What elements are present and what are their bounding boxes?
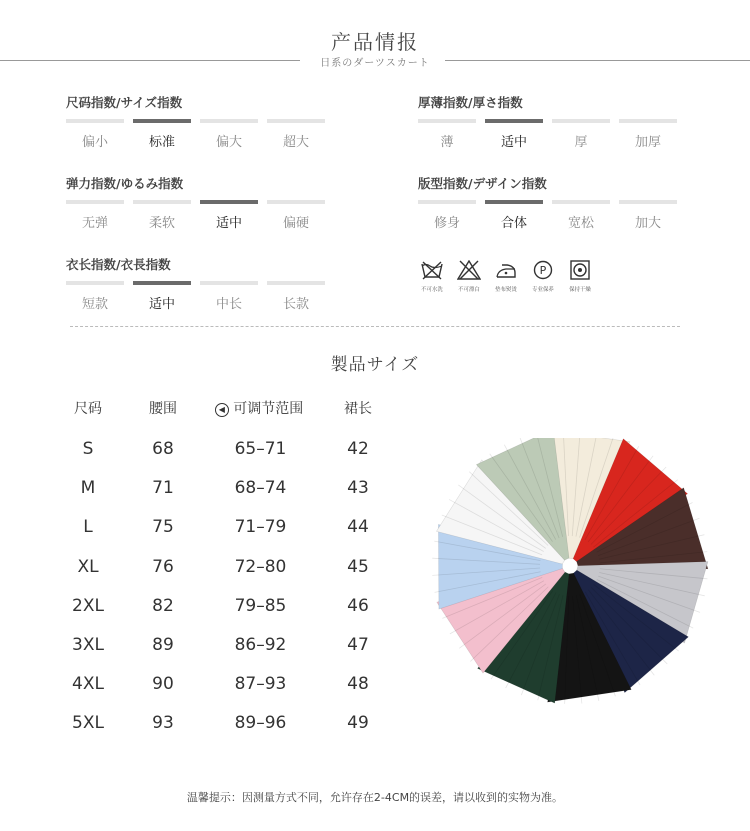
index-option (267, 119, 325, 150)
index-group-title: 衣长指数/衣長指数 (66, 257, 171, 272)
table-cell: 71–79 (234, 517, 287, 538)
index-group-title: 弹力指数/ゆるみ指数 (66, 176, 184, 191)
index-group-title: 版型指数/デザイン指数 (418, 176, 547, 191)
index-option (619, 119, 677, 150)
skirt-colors-image (430, 438, 720, 718)
table-cell: 4XL (72, 674, 104, 695)
index-bar (133, 119, 191, 123)
page-title: 产品情报 (331, 30, 419, 54)
index-option-label: 薄 (440, 135, 454, 150)
index-bar (133, 200, 191, 204)
index-option-label: 长款 (282, 297, 309, 312)
index-bar (485, 200, 543, 204)
index-option-selected (133, 119, 191, 150)
index-bar (200, 200, 258, 204)
index-option-label: 偏小 (81, 135, 108, 150)
index-bar (552, 119, 610, 123)
table-cell: 68–74 (234, 478, 287, 499)
table-cell: 86–92 (234, 635, 287, 655)
index-option-label: 无弹 (81, 216, 108, 231)
table-cell: L (83, 517, 93, 538)
index-option-label: 合体 (500, 216, 527, 231)
table-cell: 5XL (72, 713, 104, 734)
table-cell: 42 (347, 439, 369, 459)
care-label: 专业保养 (532, 286, 554, 293)
table-cell: 75 (152, 517, 174, 538)
care-label: 不可漂白 (458, 286, 480, 293)
index-option-label: 适中 (148, 297, 175, 312)
index-bar (267, 119, 325, 123)
svg-text:P: P (539, 264, 547, 277)
index-option-label: 加厚 (634, 135, 661, 150)
index-group-title: 厚薄指数/厚さ指数 (418, 95, 523, 110)
index-option-selected (485, 119, 543, 150)
index-option-label: 中长 (215, 297, 242, 312)
index-option (552, 200, 610, 231)
column-header-waist: 腰围 (149, 401, 177, 417)
index-bar (66, 200, 124, 204)
index-option-label: 柔软 (148, 216, 175, 231)
index-group-title: 尺码指数/サイズ指数 (66, 95, 183, 110)
no-wash-icon (417, 260, 447, 293)
low-temp-iron-icon (491, 260, 521, 293)
index-option (66, 200, 124, 231)
index-bar (619, 200, 677, 204)
professional-care-icon (528, 260, 558, 293)
table-cell: 65–71 (234, 439, 287, 459)
table-cell: 45 (347, 556, 369, 577)
adjustable-range-label: 可调节范围 (233, 401, 304, 417)
care-label: 垫布熨烫 (495, 286, 517, 293)
table-cell: 87–93 (234, 674, 287, 695)
index-bar (485, 119, 543, 123)
table-cell: 49 (347, 713, 369, 734)
column-header-size: 尺码 (74, 401, 102, 417)
table-cell: 82 (152, 595, 174, 616)
index-option-selected (485, 200, 543, 231)
table-cell: 47 (347, 635, 369, 655)
index-option-label: 短款 (81, 297, 108, 312)
index-bar (200, 119, 258, 123)
index-option (133, 200, 191, 231)
index-bar (66, 119, 124, 123)
index-bar (552, 200, 610, 204)
table-cell: 79–85 (234, 595, 287, 616)
index-option (200, 281, 258, 312)
index-option (418, 200, 476, 231)
table-cell: 72–80 (234, 556, 287, 577)
index-option-label: 加大 (634, 216, 661, 231)
table-cell: M (80, 478, 96, 499)
table-cell: 48 (347, 674, 369, 695)
table-cell: 89 (152, 635, 174, 655)
index-option (267, 281, 325, 312)
table-cell: 71 (152, 478, 174, 499)
index-option (552, 119, 610, 150)
table-cell: 90 (152, 674, 174, 695)
index-option (66, 119, 124, 150)
index-option-selected (200, 200, 258, 231)
index-bar (619, 119, 677, 123)
index-bar (200, 281, 258, 285)
table-cell: 3XL (72, 635, 104, 655)
footer-note: 温馨提示：因测量方式不同，允许存在2-4CM的误差，请以收到的实物为准。 (186, 791, 564, 804)
index-option-label: 超大 (282, 135, 309, 150)
table-cell: 43 (347, 478, 369, 499)
column-header-length: 裙长 (344, 401, 372, 417)
index-option (418, 119, 476, 150)
table-cell: XL (77, 556, 99, 577)
table-cell: 76 (152, 556, 174, 577)
table-cell: S (82, 439, 94, 459)
index-option-label: 修身 (433, 216, 460, 231)
no-bleach-icon (454, 260, 484, 293)
index-option-label: 厚 (574, 135, 588, 150)
column-header-adjustable-range (200, 398, 318, 418)
index-option (200, 119, 258, 150)
index-option-label: 偏大 (215, 135, 242, 150)
index-bar (66, 281, 124, 285)
page-subtitle: 日系のダーツスカート (320, 58, 430, 69)
tumble-dry-icon (565, 260, 595, 293)
index-option-label: 偏硬 (282, 216, 309, 231)
adjust-icon: ◀ (215, 403, 229, 417)
index-option-label: 标准 (148, 135, 175, 150)
care-label: 保持干燥 (569, 286, 591, 293)
index-option-selected (133, 281, 191, 312)
index-option-label: 宽松 (567, 216, 594, 231)
index-option-label: 适中 (500, 135, 527, 150)
table-cell: 2XL (72, 595, 104, 616)
table-cell: 89–96 (234, 713, 287, 734)
index-bar (418, 200, 476, 204)
care-label: 不可水洗 (421, 286, 443, 293)
index-option-label: 适中 (215, 216, 242, 231)
index-bar (418, 119, 476, 123)
section-divider (70, 326, 680, 327)
index-option (66, 281, 124, 312)
table-cell: 68 (152, 439, 174, 459)
table-cell: 93 (152, 713, 174, 734)
size-section-title: 製品サイズ (330, 355, 420, 375)
table-cell: 46 (347, 595, 369, 616)
index-bar (133, 281, 191, 285)
index-option (619, 200, 677, 231)
index-bar (267, 281, 325, 285)
index-bar (267, 200, 325, 204)
index-option (267, 200, 325, 231)
table-cell: 44 (347, 517, 369, 538)
